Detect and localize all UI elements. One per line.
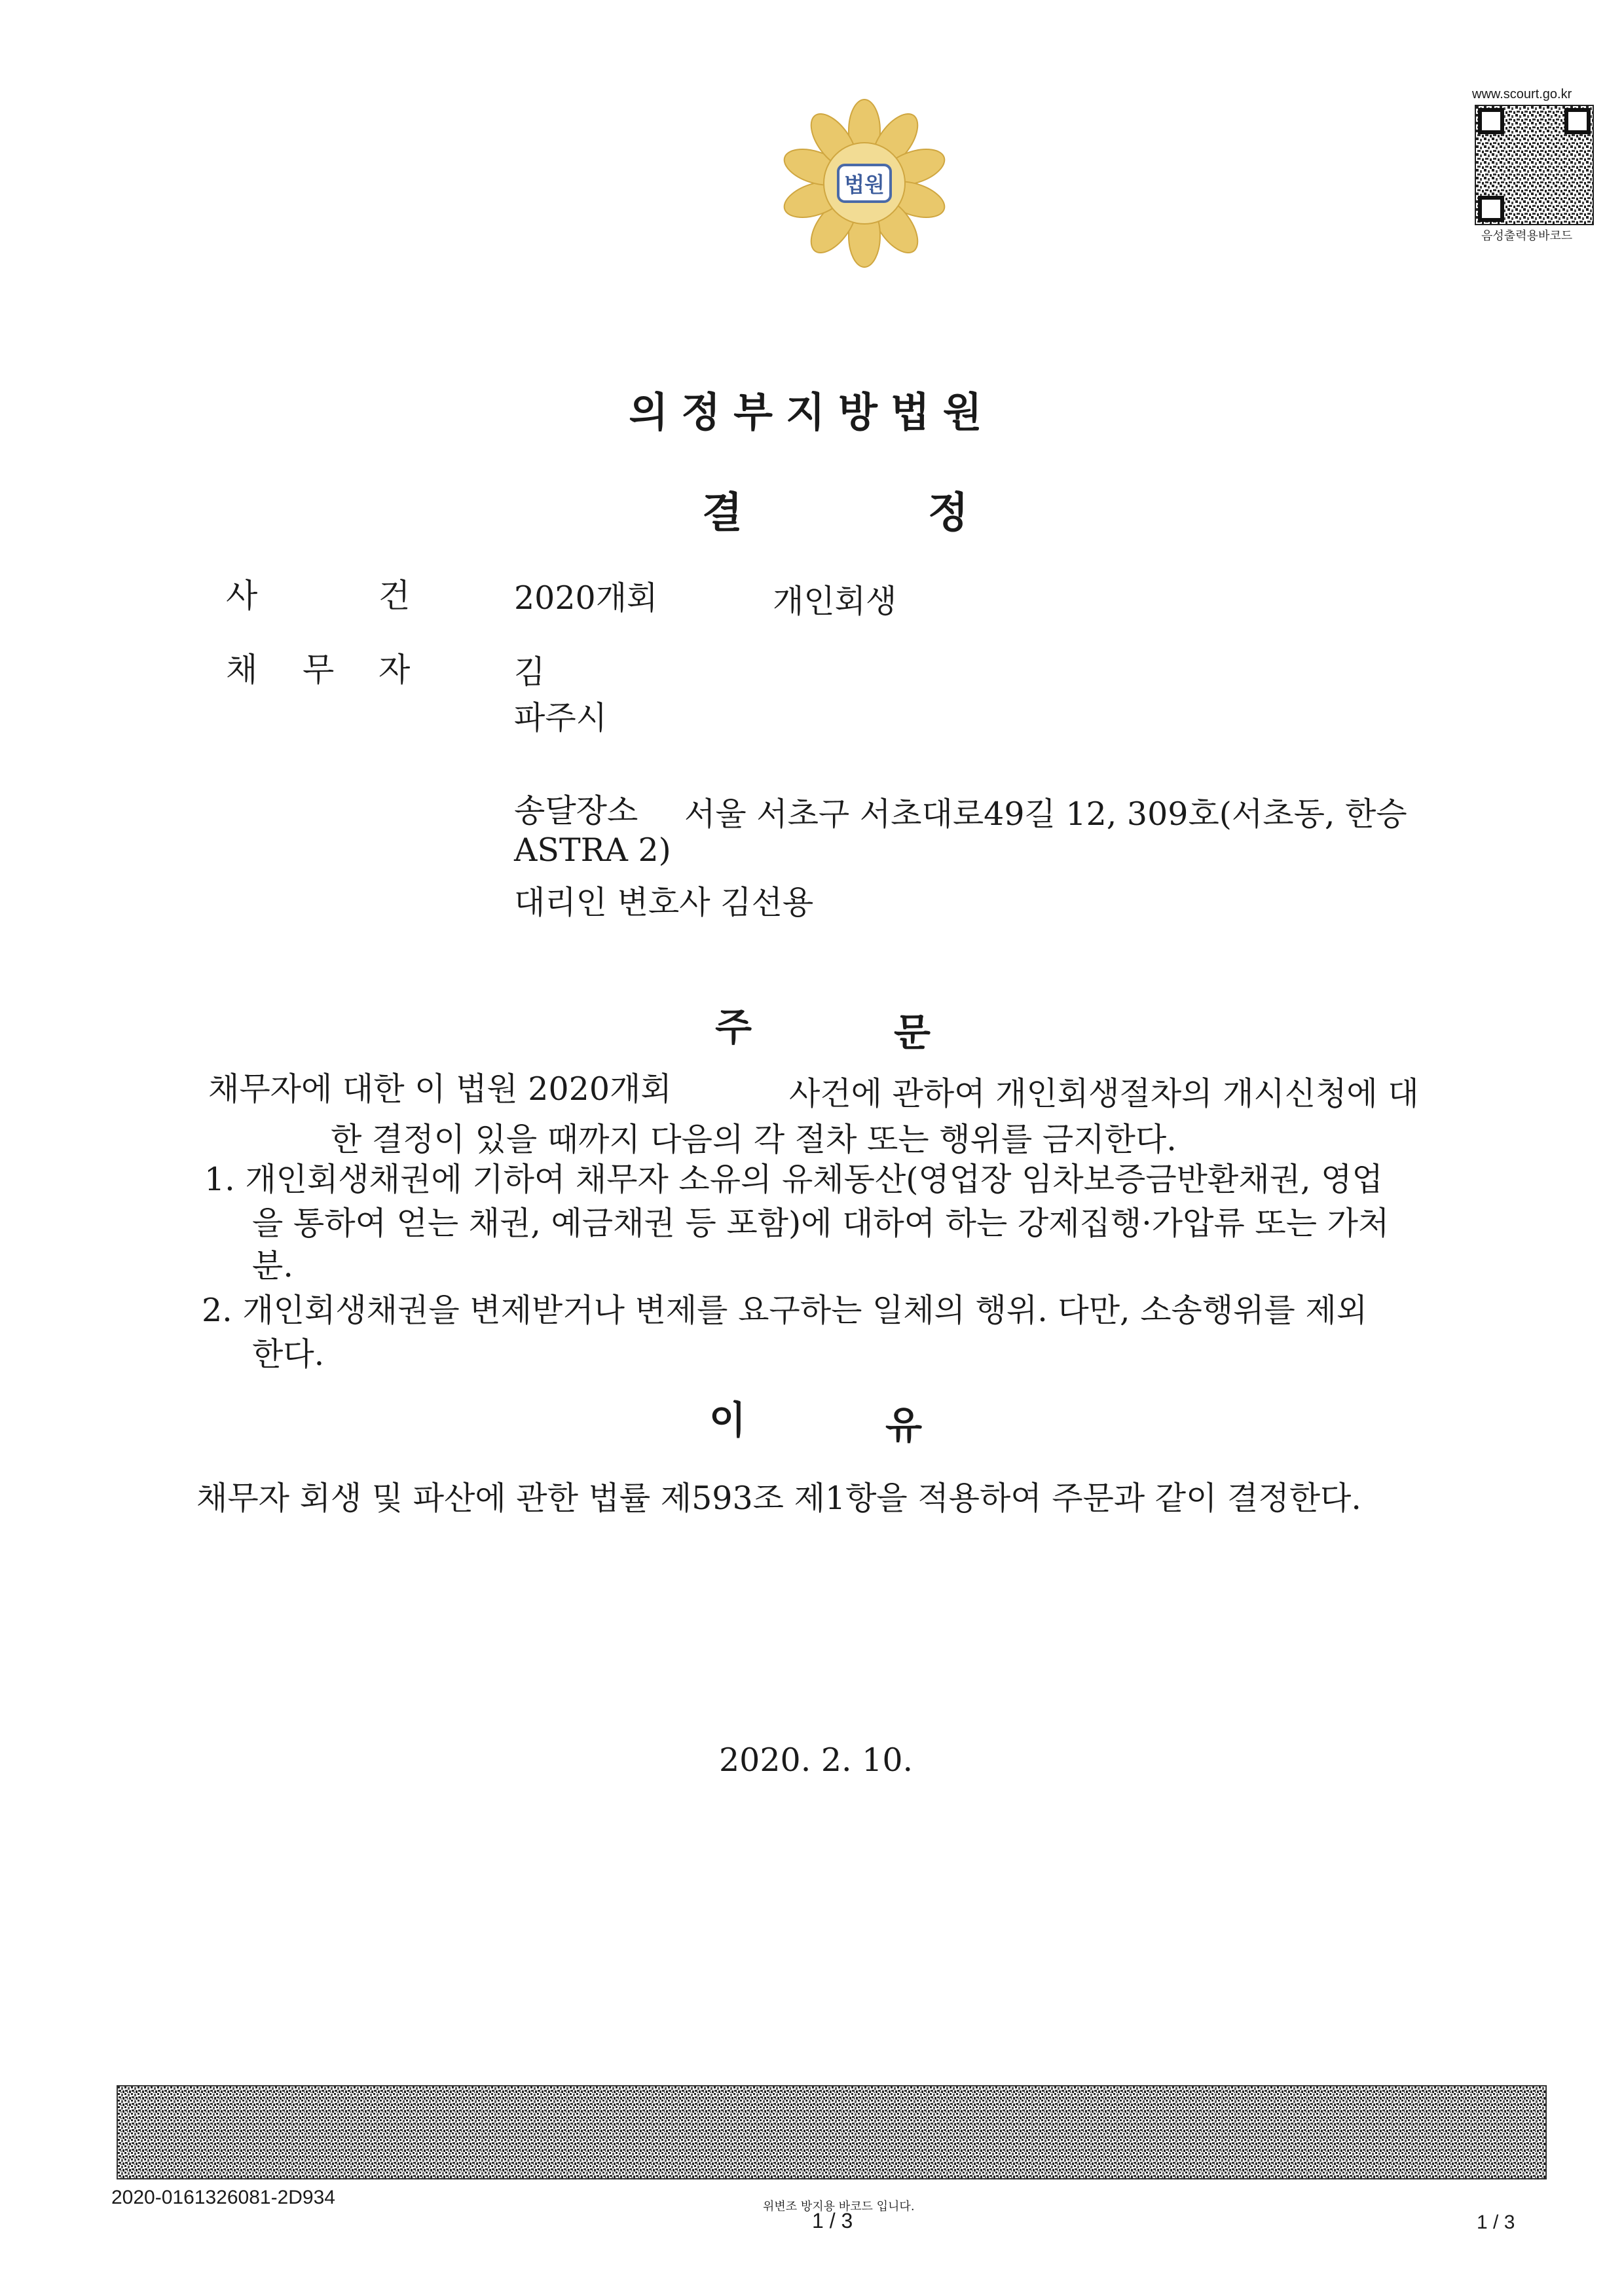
delivery-address-line2: ASTRA 2)	[514, 831, 671, 869]
order-item1-line2: 을 통하여 얻는 채권, 예금채권 등 포함)에 대하여 하는 강제집행·가압류 또는 가처	[252, 1205, 1390, 1242]
page-number-center: 1 / 3	[812, 2209, 853, 2232]
court-name: 의정부지방법원	[629, 388, 995, 436]
order-item1-line1: 1. 개인회생채권에 기하여 채무자 소유의 유체동산(영업장 임차보증금반환채권, 영업	[204, 1161, 1383, 1198]
case-number: 2020개회	[514, 579, 658, 617]
page-number-right: 1 / 3	[1477, 2212, 1515, 2233]
reason-heading-2: 유	[885, 1403, 923, 1448]
debtor-label-2: 무	[303, 651, 335, 689]
qr-url: www.scourt.go.kr	[1472, 87, 1572, 101]
order-intro-part2: 사건에 관하여 개인회생절차의 개시신청에 대	[789, 1075, 1419, 1112]
seal-text: 법원	[844, 172, 885, 197]
title-char-2: 정	[928, 489, 969, 538]
order-intro-line2: 한 결정이 있을 때까지 다음의 각 절차 또는 행위를 금지한다.	[331, 1121, 1177, 1158]
reason-heading-1: 이	[709, 1398, 747, 1442]
decision-date: 2020. 2. 10.	[719, 1741, 913, 1779]
order-item2-line1: 2. 개인회생채권을 변제받거나 변제를 요구하는 일체의 행위. 다만, 소송행위를 제외	[202, 1292, 1368, 1329]
anti-forgery-barcode	[117, 2085, 1547, 2179]
case-label-2: 건	[378, 577, 411, 615]
barcode-notice: 위변조 방지용 바코드 입니다.	[763, 2200, 915, 2214]
voice-output-qr-code	[1475, 105, 1594, 225]
debtor-city: 파주시	[514, 699, 608, 737]
order-heading-1: 주	[715, 1005, 752, 1049]
case-label-1: 사	[226, 577, 258, 615]
court-seal	[776, 92, 953, 268]
debtor-name: 김	[514, 653, 545, 691]
order-heading-2: 문	[894, 1010, 931, 1055]
delivery-address-line1: 서울 서초구 서초대로49길 12, 309호(서초동, 한승	[684, 795, 1407, 833]
title-char-1: 결	[702, 489, 743, 538]
order-item1-line3: 분.	[252, 1247, 293, 1285]
document-id: 2020-0161326081-2D934	[111, 2187, 335, 2208]
debtor-label-3: 자	[378, 651, 411, 689]
reason-text: 채무자 회생 및 파산에 관한 법률 제593조 제1항을 적용하여 주문과 같이 결정한다.	[196, 1480, 1361, 1517]
order-intro-part1: 채무자에 대한 이 법원 2020개회	[208, 1070, 672, 1108]
case-type: 개인회생	[773, 583, 897, 620]
debtor-label-1: 채	[226, 651, 258, 689]
delivery-label: 송달장소	[514, 792, 638, 829]
agent: 대리인 변호사 김선용	[514, 884, 814, 921]
order-item2-line2: 한다.	[252, 1336, 325, 1373]
qr-caption: 음성출력용바코드	[1481, 229, 1573, 243]
